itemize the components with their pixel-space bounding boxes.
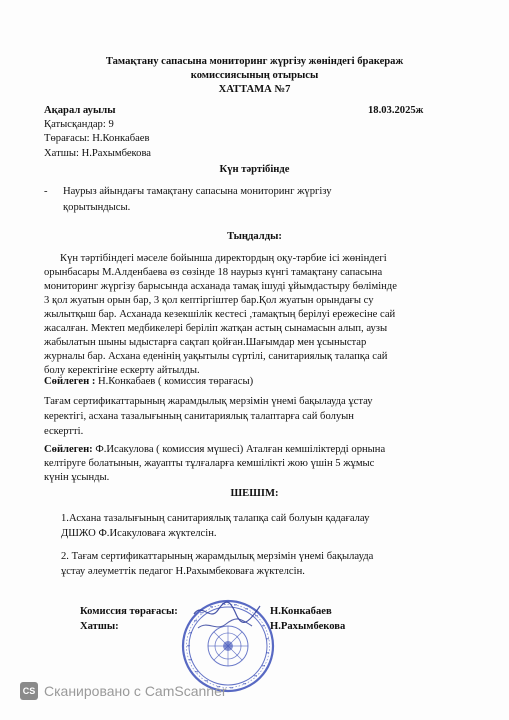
signature-secretary-label: Хатшы:	[80, 621, 119, 632]
camscanner-logo-icon: CS	[20, 682, 38, 700]
protocol-number: ХАТТАМА №7	[218, 84, 291, 95]
speaker-2-label: Сөйлеген:	[44, 444, 93, 455]
speaker-1-line: Тағам сертификаттарының жарамдылық мерзімін үнемі бақылауда ұстау	[44, 396, 373, 407]
speaker-1-line: керектігі, асхана тазалығының санитариялық талаптарға сай болуын	[44, 411, 354, 422]
agenda-heading: Күн тәртібінде	[219, 164, 290, 175]
speaker-1-name: Н.Конкабаев ( комиссия төрағасы)	[95, 376, 254, 387]
camscanner-watermark: Сканировано с CamScanner	[44, 683, 227, 699]
heard-line: жабылатын шыны ыдыстарға сақтап қойған.Шағымдар мен ұсыныстар	[44, 337, 367, 348]
title-line-1: Тамақтану сапасына мониторинг жүргізу жөніндегі бракераж	[105, 56, 404, 67]
speaker-2-line: келтіруге болатынын, жауапты тұлғаларға кемшілікті жою үшін 5 жұмыс	[44, 458, 375, 469]
speaker-2-row	[44, 443, 385, 457]
decision-item-2-line-1: 2. Тағам сертификаттарының жарамдылық мерзімін үнемі бақылауда	[61, 551, 374, 562]
heard-line: болу керектігіне ескерту айтылды.	[44, 365, 200, 376]
title-line-2: комиссиясының отырысы	[190, 70, 319, 81]
heard-line: жасалған. Мектеп медбикелері беріліп жатқан астың сынамасын алып, аузы	[44, 323, 388, 334]
speaker-1-label: Сөйлеген :	[44, 376, 96, 387]
meeting-date: 18.03.2025ж	[368, 105, 424, 116]
heard-line: 3 қол жуатын орын бар, 3 қол кептіргіштер бар.Қол жуатын орындағы су	[44, 295, 374, 306]
speaker-1-row	[44, 375, 253, 389]
agenda-bullet: -	[44, 186, 48, 197]
decision-item-1-line-2: ДШЖО Ф.Исакуловаға жүктелсін.	[61, 528, 217, 539]
signature-chair-name: Н.Конкабаев	[270, 606, 332, 617]
agenda-item-line-2: қорытындысы.	[63, 202, 131, 213]
speaker-2-line: күнін ұсынды.	[44, 472, 110, 483]
heard-heading: Тыңдалды:	[227, 231, 282, 242]
speaker-1-line: ескертті.	[44, 426, 84, 437]
handwritten-signature	[190, 596, 270, 636]
signature-chair-label: Комиссия төрағасы:	[80, 606, 178, 617]
heard-line: жылытқыш бар. Асханада кезекшілік кестесі ,тамақтың берілуі ережесіне сай	[44, 309, 396, 320]
chairperson: Төрағасы: Н.Конкабаев	[44, 133, 150, 144]
meeting-place: Ақарал ауылы	[44, 105, 116, 116]
agenda-item-line-1: Наурыз айындағы тамақтану сапасына мониторинг жүргізу	[63, 186, 332, 197]
signature-secretary-name: Н.Рахымбекова	[270, 621, 346, 632]
heard-line: орынбасары М.Алденбаева өз сөзінде 18 наурыз күнгі тамақтану сапасына	[44, 267, 383, 278]
decision-item-2-line-2: ұстау әлеуметтік педагог Н.Рахымбековаға жүктелсін.	[61, 566, 305, 577]
decision-heading: ШЕШІМ:	[230, 488, 279, 499]
heard-line: мониторинг жүргізу барысында асханада тамақ ішуді ұйымдастыру бөлімінде	[44, 281, 397, 292]
secretary: Хатшы: Н.Рахымбекова	[44, 148, 152, 159]
attendees-count: Қатысқандар: 9	[44, 119, 114, 130]
decision-item-1-line-1: 1.Асхана тазалығының санитариялық талапқа сай болуын қадағалау	[61, 513, 370, 524]
speaker-2-first-line: Ф.Исакулова ( комиссия мүшесі) Аталған кемшіліктерді орнына	[92, 444, 386, 455]
heard-line: Күн тәртібіндегі мәселе бойынша директордың оқу-тәрбие ісі жөніндегі	[60, 253, 387, 264]
heard-line: журналы бар. Асхана еденінің уақытылы сүртілі, санитариялық талапқа сай	[44, 351, 388, 362]
